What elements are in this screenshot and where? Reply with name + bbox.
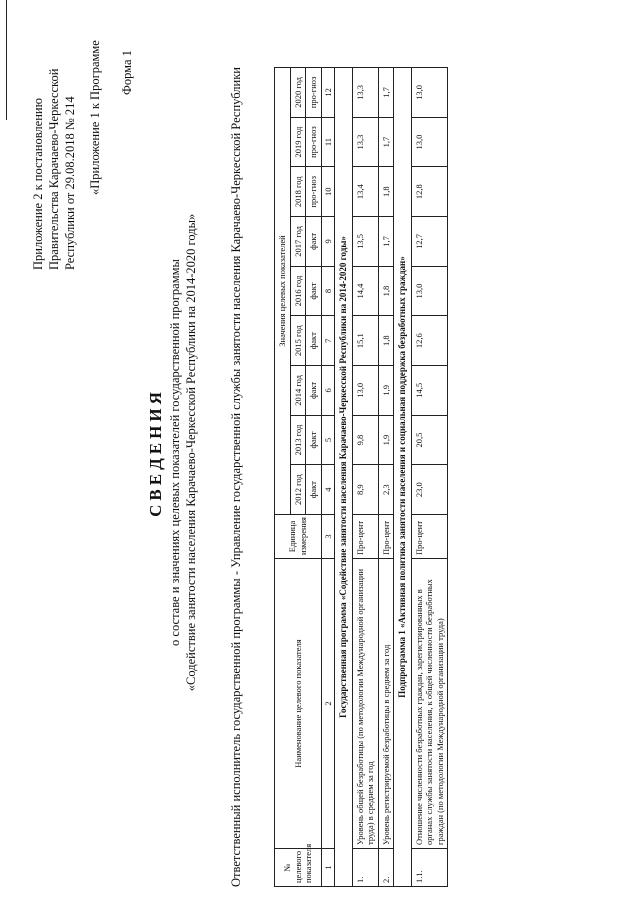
column-number-cell: 6	[321, 366, 335, 416]
row-value: 1,8	[378, 316, 394, 366]
column-number-cell: 4	[321, 465, 335, 515]
row-value: 14,5	[411, 366, 448, 416]
row-value: 13,3	[352, 117, 378, 167]
header-row-1	[275, 68, 291, 887]
header-kind-cell: факт	[306, 217, 322, 267]
header-kind-cell: факт	[306, 316, 322, 366]
row-value: 1,7	[378, 217, 394, 267]
header-year-cell: 2018 год	[290, 167, 306, 217]
header-kind-cell: факт	[306, 415, 322, 465]
responsible-executor: Ответственный исполнитель государственной программы - Управление государственной службы занятости населения Карачаево-Черкесской Республики	[229, 67, 243, 887]
header-unit: Единица измерения	[275, 515, 322, 559]
header-kind-cell: про-гноз	[306, 167, 322, 217]
row-unit: Про-цент	[352, 515, 378, 559]
header-year-cell: 2014 год	[290, 366, 306, 416]
row-value: 8,9	[352, 465, 378, 515]
header-kind-cell: факт	[306, 266, 322, 316]
header-year-cell: 2019 год	[290, 117, 306, 167]
row-value: 13,5	[352, 217, 378, 267]
row-value: 9,8	[352, 415, 378, 465]
row-value: 14,4	[352, 266, 378, 316]
header-year-cell: 2015 год	[290, 316, 306, 366]
table-row	[352, 68, 378, 887]
header-kind-cell: про-гноз	[306, 68, 322, 118]
table-row	[411, 68, 448, 887]
row-value: 15,1	[352, 316, 378, 366]
column-number-cell: 3	[321, 515, 335, 559]
column-number-cell: 12	[321, 68, 335, 118]
appendix-line-3: Республики от 29.08.2018 № 214	[63, 96, 77, 270]
row-name: Уровень общей безработицы (по методологии Международной организации труда) в среднем за год	[352, 559, 378, 849]
indicators-table	[274, 67, 448, 887]
row-value: 13,3	[352, 68, 378, 118]
header-kind-cell: факт	[306, 366, 322, 416]
row-value: 13,0	[352, 366, 378, 416]
title-main: СВЕДЕНИЯ	[146, 388, 165, 517]
section-program: Государственная программа «Содействие занятости населения Карачаево-Черкесской Республики на 2014-2020 годы»	[335, 68, 353, 887]
appendix-header	[0, 0, 110, 905]
appendix-program-reference: «Приложение 1 к Программе	[88, 40, 102, 195]
title-sub-1: о составе и значениях целевых показателей государственной программы	[168, 259, 182, 646]
title-sub-2: «Содействие занятости населения Карачаево-Черкесской Республики на 2014-2020 годы»	[184, 213, 198, 692]
row-value: 2,3	[378, 465, 394, 515]
row-value: 20,5	[411, 415, 448, 465]
row-value: 13,0	[411, 266, 448, 316]
header-values-group: Значения целевых показателей	[275, 68, 291, 515]
header-kind-cell: факт	[306, 465, 322, 515]
column-number-cell: 8	[321, 266, 335, 316]
column-number-cell: 5	[321, 415, 335, 465]
row-value: 13,4	[352, 167, 378, 217]
row-unit: Про-цент	[378, 515, 394, 559]
row-value: 12,7	[411, 217, 448, 267]
row-value: 1,7	[378, 117, 394, 167]
column-number-cell: 7	[321, 316, 335, 366]
document-title	[145, 0, 199, 905]
column-number-cell: 9	[321, 217, 335, 267]
subprogram-rows	[411, 68, 448, 887]
appendix-line-1: Приложение 2 к постановлению	[31, 98, 45, 270]
row-unit: Про-цент	[411, 515, 448, 559]
program-rows	[352, 68, 394, 887]
row-value: 13,0	[411, 117, 448, 167]
appendix-line-2: Правительства Карачаево-Черкесской	[47, 68, 61, 270]
row-num: 1.	[352, 849, 378, 887]
row-value: 1,8	[378, 266, 394, 316]
header-year-cell: 2016 год	[290, 266, 306, 316]
appendix-decree-reference	[30, 0, 78, 270]
table-row	[378, 68, 394, 887]
column-number-cell: 11	[321, 117, 335, 167]
row-name: Уровень регистрируемой безработицы в среднем за год	[378, 559, 394, 849]
header-year-cell: 2013 год	[290, 415, 306, 465]
header-year-cell: 2017 год	[290, 217, 306, 267]
header-name: Наименование целевого показателя	[275, 559, 322, 849]
header-num: № целевого показателя	[275, 849, 322, 887]
section-subprogram-1: Подпрограмма 1 «Активная политика занятости населения и социальная поддержка безработных граждан»	[394, 68, 412, 887]
column-numbers-row	[321, 68, 335, 887]
column-number-cell: 10	[321, 167, 335, 217]
row-value: 1,9	[378, 415, 394, 465]
row-value: 12,6	[411, 316, 448, 366]
header-kind-cell: про-гноз	[306, 117, 322, 167]
header-year-cell: 2020 год	[290, 68, 306, 118]
row-num: 2.	[378, 849, 394, 887]
row-value: 12,8	[411, 167, 448, 217]
header-year-cell: 2012 год	[290, 465, 306, 515]
section-program-row	[335, 68, 353, 887]
column-number-cell: 2	[321, 559, 335, 849]
row-name: Отношение численности безработных граждан, зарегистрированных в органах службы занятости населения, к общей численности безработных граждан (по методологии Международной организации труда)	[411, 559, 448, 849]
form-label: Форма 1	[120, 50, 134, 95]
row-value: 1,8	[378, 167, 394, 217]
row-num: 1.1.	[411, 849, 448, 887]
row-value: 23,0	[411, 465, 448, 515]
row-value: 13,0	[411, 68, 448, 118]
row-value: 1,7	[378, 68, 394, 118]
column-number-cell: 1	[321, 849, 335, 887]
section-subprogram-row	[394, 68, 412, 887]
row-value: 1,9	[378, 366, 394, 416]
